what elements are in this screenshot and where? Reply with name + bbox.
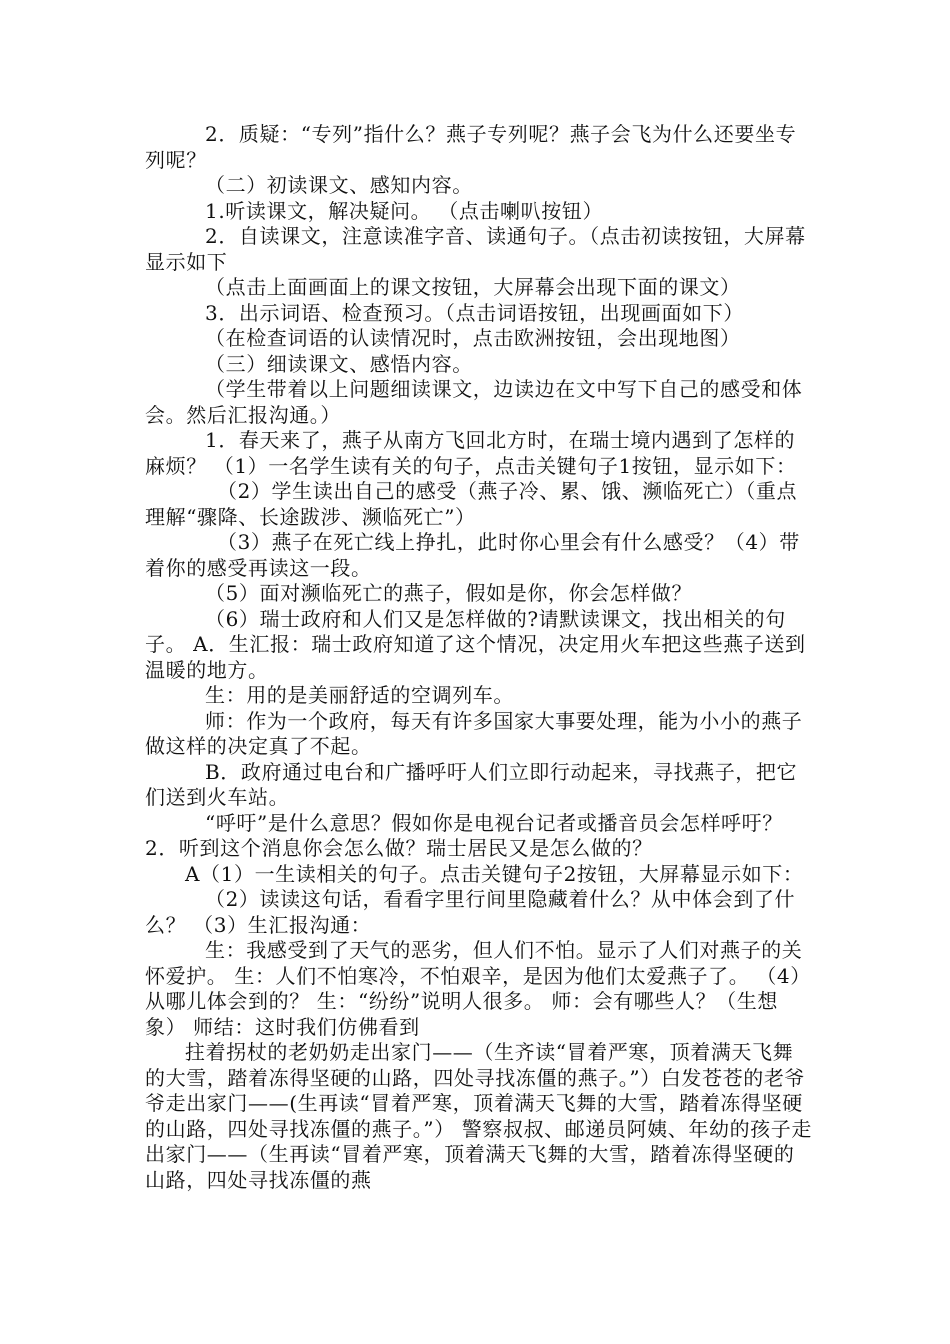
paragraph: 2．自读课文，注意读准字音、读通句子。（点击初读按钮，大屏幕显示如下 — [145, 224, 806, 274]
paragraph: B．政府通过电台和广播呼吁人们立即行动起来，寻找燕子，把它们送到火车站。 — [145, 759, 798, 809]
paragraph: 1．春天来了，燕子从南方飞回北方时，在瑞士境内遇到了怎样的麻烦？ （1）一名学生读有关的句子，点击关键句子1按钮，显示如下： — [145, 428, 797, 478]
paragraph: 2．质疑：“专列”指什么？燕子专列呢？燕子会飞为什么还要坐专列呢？ — [145, 122, 797, 172]
paragraph: （6）瑞士政府和人们又是怎样做的?请默读课文，找出相关的句子。 A．生汇报：瑞士政府知道了这个情况，决定用火车把这些燕子送到温暖的地方。 — [145, 606, 806, 682]
paragraph: 1.听读课文，解决疑问。 （点击喇叭按钮） — [205, 198, 604, 223]
paragraph: 生：用的是美丽舒适的空调列车。 — [205, 683, 514, 707]
document-body — [145, 122, 813, 1193]
paragraph: （2）读读这句话，看看字里行间里隐藏着什么？从中体会到了什么？ （3）生汇报沟通： — [145, 887, 796, 937]
paragraph: （二）初读课文、感知内容。 — [205, 173, 473, 197]
paragraph: A（1）一生读相关的句子。点击关键句子2按钮，大屏幕显示如下： — [185, 861, 804, 886]
paragraph: （5）面对濒临死亡的燕子，假如是你，你会怎样做？ — [205, 581, 693, 605]
paragraph: 生：我感受到了天气的恶劣，但人们不怕。显示了人们对燕子的关怀爱护。 生：人们不怕寒冷，不怕艰辛，是因为他们太爱燕子了。 （4）从哪儿体会到的？ 生：“纷纷”说明人很多。 师：会有哪些人？（生想象） 师结：这时我们仿佛看到 — [145, 938, 811, 1039]
paragraph: （点击上面画面上的课文按钮，大屏幕会出现下面的课文） — [205, 275, 741, 299]
paragraph: 拄着拐杖的老奶奶走出家门——（生齐读“冒着严寒，顶着满天飞舞的大雪，踏着冻得坚硬的山路，四处寻找冻僵的燕子。”）白发苍苍的老爷爷走出家门——(生再读“冒着严寒，顶着满天飞舞的大雪，踏着冻得坚硬的山路，四处寻找冻僵的燕子。”） 警察叔叔、邮递员阿姨、年幼的孩子走出家门——（生再读“冒着严寒，顶着满天飞舞的大雪，踏着冻得坚硬的山路，四处寻找冻僵的燕 — [145, 1040, 812, 1192]
paragraph: （三）细读课文、感悟内容。 — [205, 351, 473, 376]
paragraph: （2）学生读出自己的感受（燕子冷、累、饿、濒临死亡）（重点理解“骤降、长途跋涉、濒临死亡”） — [145, 479, 798, 529]
paragraph: 师：作为一个政府，每天有许多国家大事要处理，能为小小的燕子做这样的决定真了不起。 — [145, 708, 803, 758]
paragraph: （在检查词语的认读情况时，点击欧洲按钮，会出现地图） — [205, 326, 741, 350]
paragraph: （学生带着以上问题细读课文，边读边在文中写下自己的感受和体会。然后汇报沟通。） — [145, 377, 803, 427]
paragraph: “呼吁”是什么意思？假如你是电视台记者或播音员会怎样呼吁？ 2．听到这个消息你会怎么做？瑞士居民又是怎么做的？ — [145, 810, 783, 860]
paragraph: 3．出示词语、检查预习。（点击词语按钮，出现画面如下） — [205, 300, 744, 325]
paragraph: （3）燕子在死亡线上挣扎，此时你心里会有什么感受？（4）带着你的感受再读这一段。 — [145, 530, 800, 580]
